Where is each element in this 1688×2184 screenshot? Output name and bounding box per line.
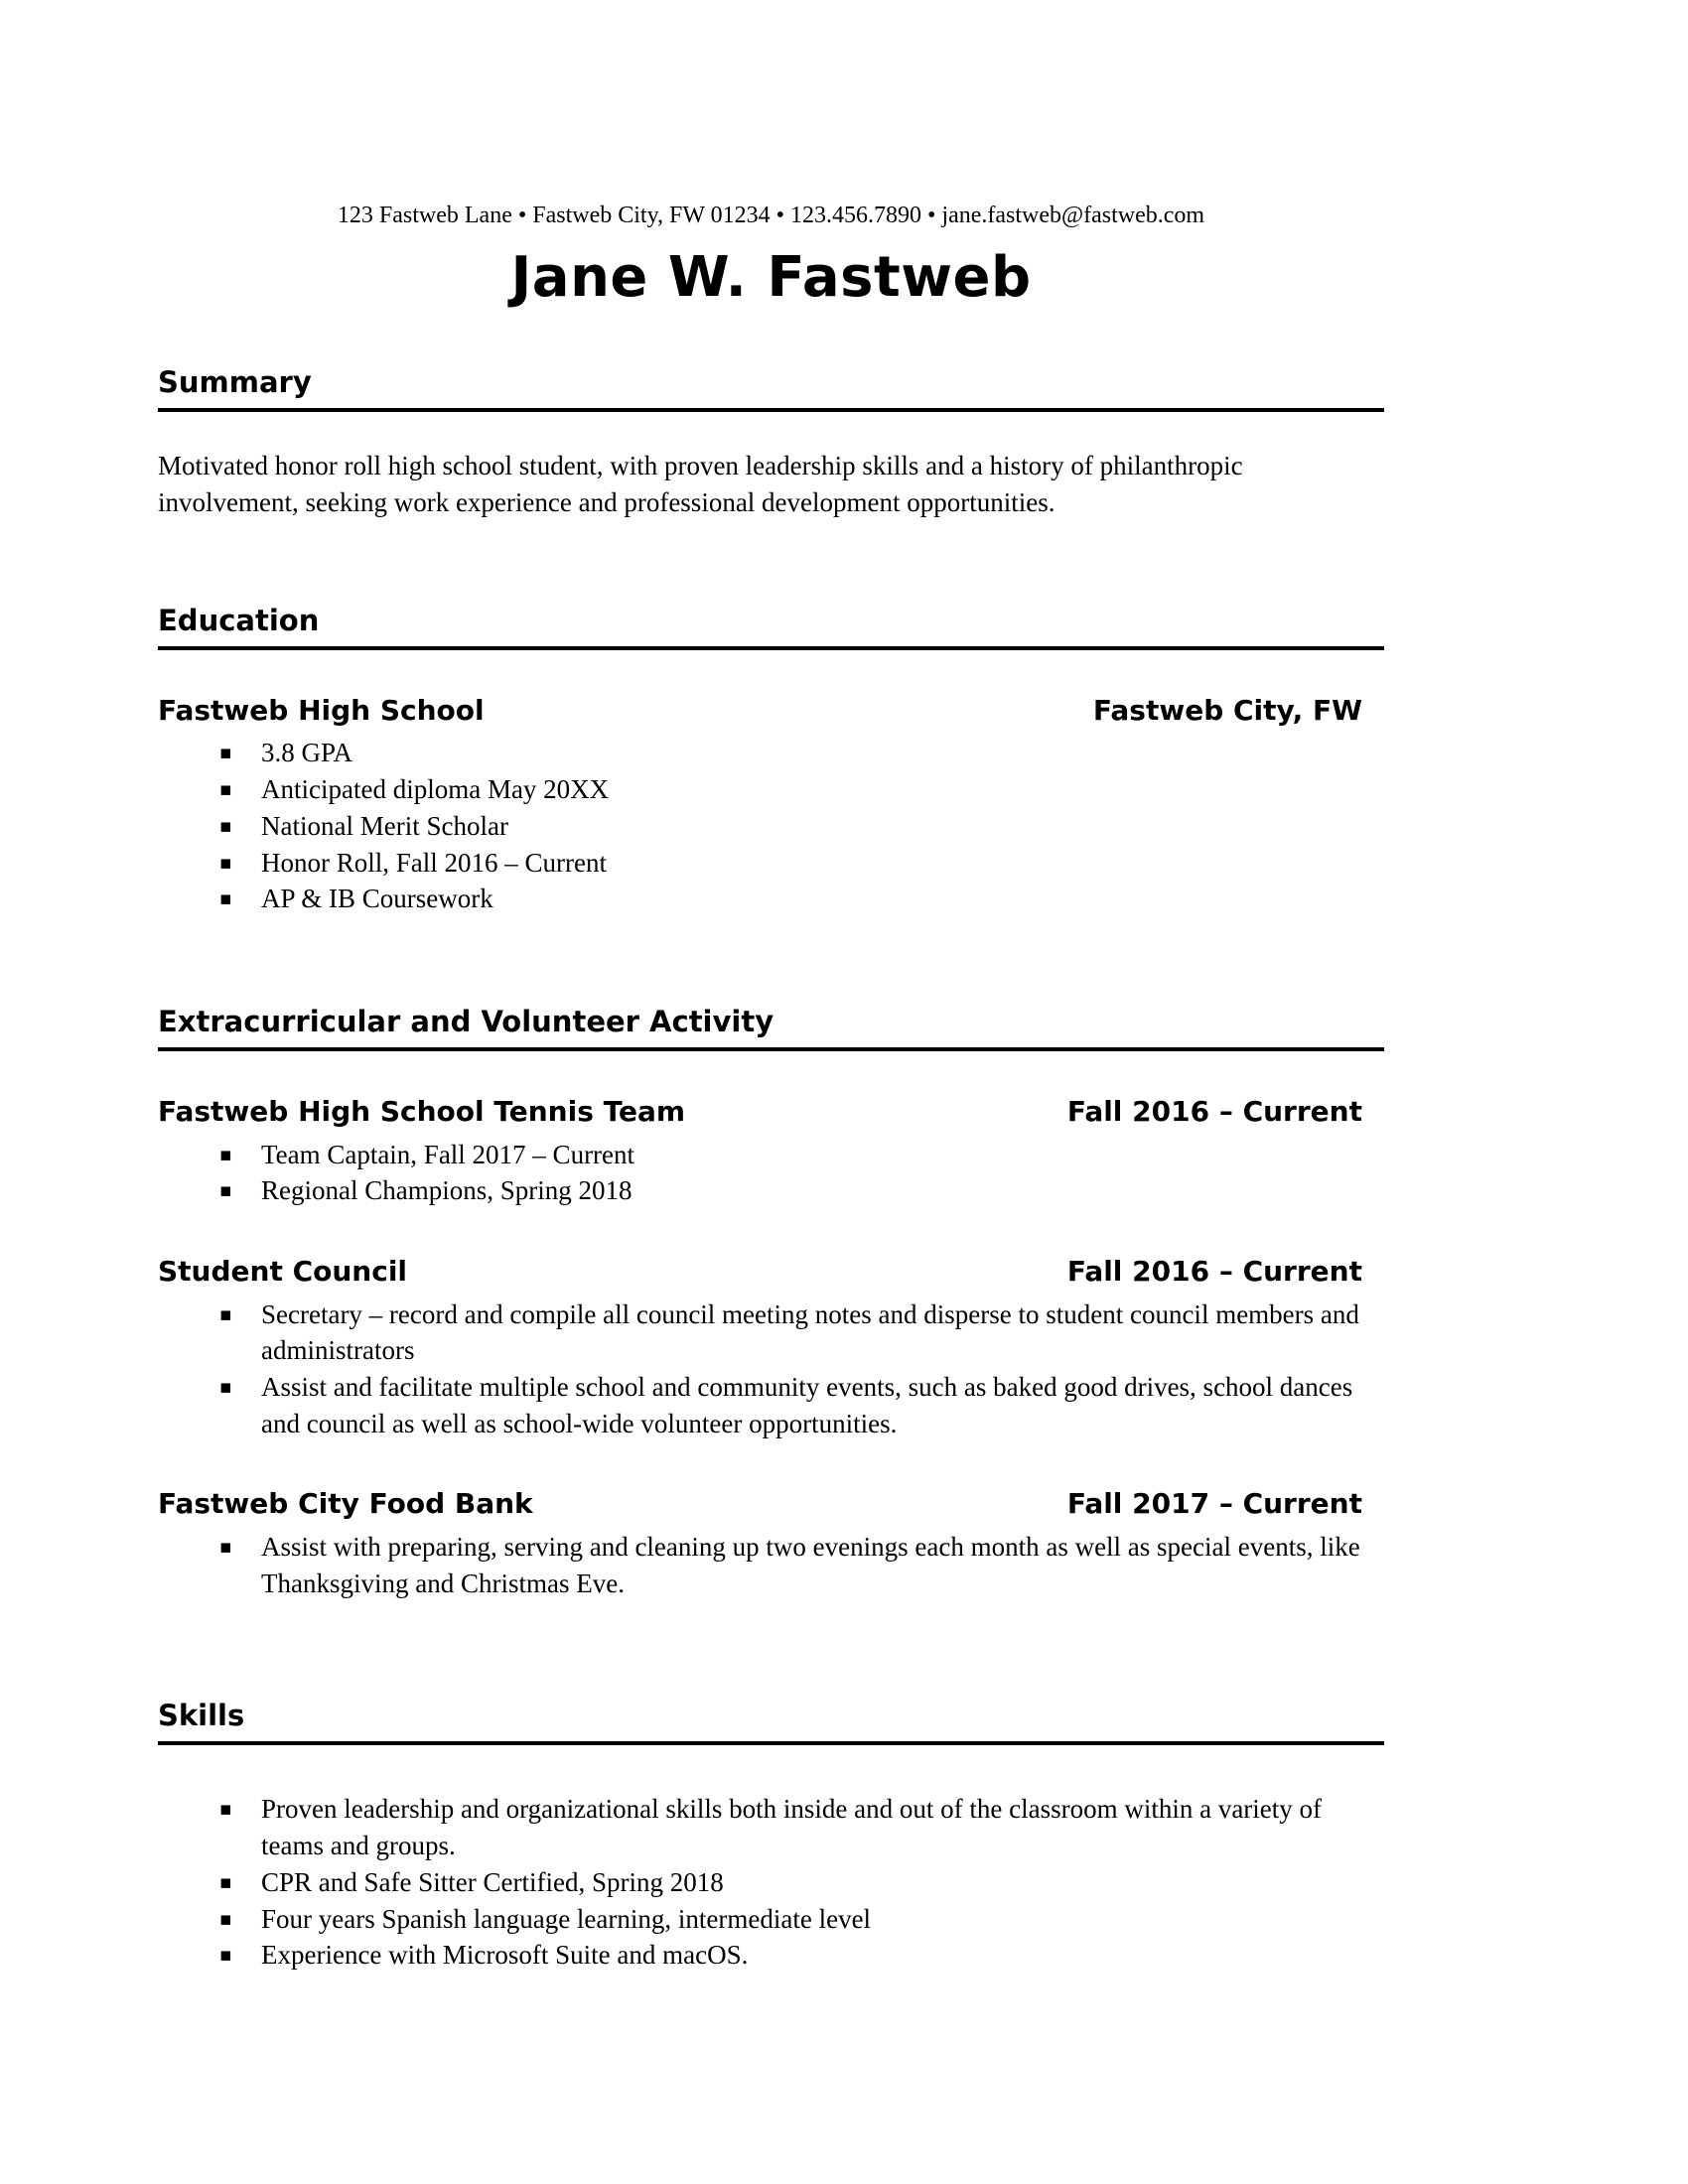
summary-paragraph: Motivated honor roll high school student, with proven leadership skills and a history of philanthropic involvement, seeking work experience and professional development opportunities.: [158, 451, 1243, 517]
section-heading-skills: Skills: [158, 1701, 1384, 1745]
list-item: [219, 808, 1384, 845]
activity-entry-header: [158, 1095, 1384, 1129]
bullet-icon: ▪: [219, 1870, 232, 1893]
education-bullet-list: [158, 735, 1384, 917]
bullet-text: Regional Champions, Spring 2018: [261, 1175, 633, 1206]
list-item: [219, 1369, 1384, 1441]
list-item: [219, 735, 1384, 771]
bullet-icon: ▪: [219, 1944, 232, 1967]
activity-entry-tennis: [158, 1095, 1384, 1209]
school-location: Fastweb City, FW: [1092, 693, 1362, 727]
bullet-text: Proven leadership and organizational skills both inside and out of the classroom within a variety of teams and groups.: [261, 1794, 1323, 1861]
bullet-icon: ▪: [219, 1798, 232, 1821]
bullet-text: Secretary – record and compile all council meeting notes and disperse to student council members and administrators: [261, 1298, 1359, 1366]
list-item: [219, 1297, 1384, 1369]
bullet-text: CPR and Safe Sitter Certified, Spring 2018: [261, 1866, 724, 1897]
bullet-icon: ▪: [219, 778, 232, 801]
bullet-text: Experience with Microsoft Suite and macOS.: [261, 1940, 749, 1971]
bullet-text: Assist with preparing, serving and cleaning up two evenings each month as well as special events, like Thanksgiving and Christmas Eve.: [261, 1532, 1360, 1598]
bullet-text: Honor Roll, Fall 2016 – Current: [261, 847, 607, 878]
list-item: [219, 1529, 1384, 1601]
bullet-text: Anticipated diploma May 20XX: [261, 774, 610, 805]
bullet-icon: ▪: [219, 1179, 232, 1202]
section-heading-education: Education: [158, 606, 1384, 650]
bullet-icon: ▪: [219, 814, 232, 837]
bullet-icon: ▪: [219, 851, 232, 874]
list-item: [219, 881, 1384, 917]
list-item: [219, 1864, 1384, 1901]
activity-entry-header: [158, 1255, 1384, 1289]
bullet-icon: ▪: [219, 1907, 232, 1930]
contact-line: 123 Fastweb Lane • Fastweb City, FW 01234 • 123.456.7890 • jane.fastweb@fastweb.com: [337, 203, 1205, 228]
page-title: Jane W. Fastweb: [510, 244, 1032, 310]
bullet-text: Four years Spanish language learning, intermediate level: [261, 1903, 872, 1934]
activity-name: Fastweb City Food Bank: [158, 1487, 533, 1521]
bullet-text: AP & IB Coursework: [261, 884, 493, 914]
bullet-text: National Merit Scholar: [261, 810, 508, 841]
list-item: [219, 1172, 1384, 1209]
activity-dates: Fall 2016 – Current: [1066, 1094, 1362, 1128]
activity-bullet-list: [158, 1297, 1384, 1442]
bullet-icon: ▪: [219, 742, 232, 764]
activity-dates: Fall 2016 – Current: [1066, 1254, 1362, 1288]
list-item: [219, 1137, 1384, 1173]
activity-entry-header: [158, 1487, 1384, 1521]
bullet-text: 3.8 GPA: [261, 738, 353, 768]
skills-bullet-list: [158, 1791, 1384, 1974]
activity-bullet-list: [158, 1529, 1384, 1601]
activity-dates: Fall 2017 – Current: [1066, 1487, 1362, 1521]
list-item: [219, 845, 1384, 882]
bullet-text: Team Captain, Fall 2017 – Current: [261, 1139, 635, 1169]
activity-entry-food-bank: [158, 1487, 1384, 1601]
bullet-icon: ▪: [219, 1375, 232, 1398]
education-entry: [158, 694, 1384, 917]
section-heading-extracurricular: Extracurricular and Volunteer Activity: [158, 1007, 1384, 1051]
activity-name: Student Council: [158, 1254, 408, 1288]
list-item: [219, 771, 1384, 808]
section-heading-summary: Summary: [158, 367, 1384, 412]
education-entry-header: [158, 694, 1384, 728]
school-name: Fastweb High School: [158, 693, 485, 727]
bullet-text: Assist and facilitate multiple school and community events, such as baked good drives, school dances and council as well as school-wide volunteer opportunities.: [261, 1371, 1353, 1438]
bullet-icon: ▪: [219, 1536, 232, 1559]
bullet-icon: ▪: [219, 1302, 232, 1325]
activity-entry-student-council: [158, 1255, 1384, 1441]
list-item: [219, 1937, 1384, 1974]
activity-bullet-list: [158, 1137, 1384, 1209]
list-item: [219, 1791, 1384, 1863]
bullet-icon: ▪: [219, 1143, 232, 1165]
list-item: [219, 1901, 1384, 1938]
bullet-icon: ▪: [219, 887, 232, 910]
activity-name: Fastweb High School Tennis Team: [158, 1094, 686, 1128]
